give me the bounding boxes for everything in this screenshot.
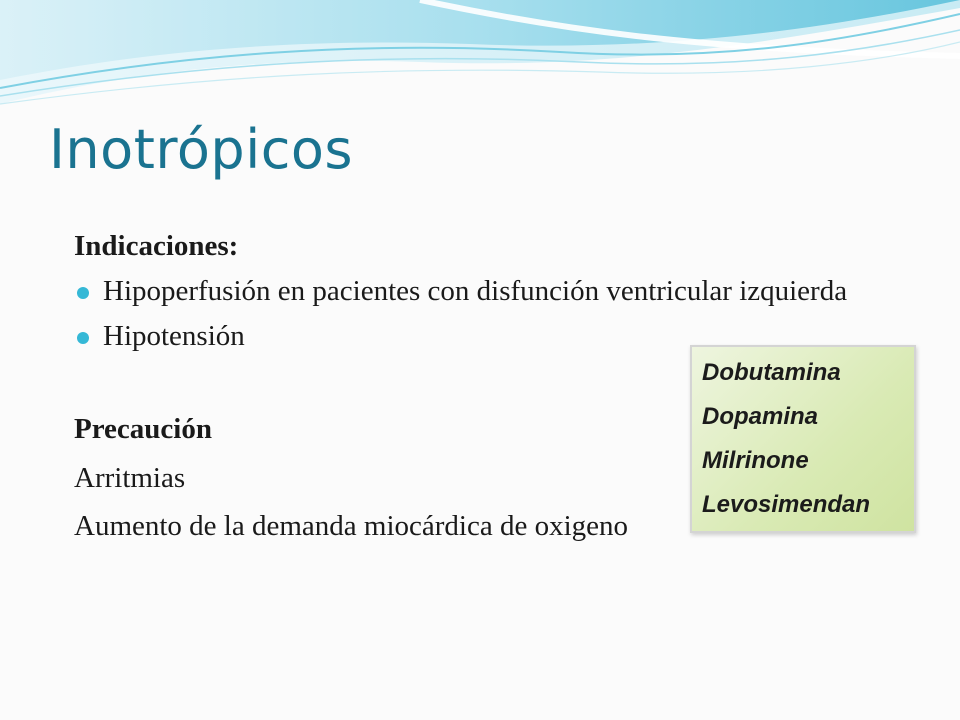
bullet-icon bbox=[77, 332, 89, 344]
drug-item: Levosimendan bbox=[702, 491, 871, 518]
drug-list bbox=[692, 347, 914, 527]
precaution-item: Arritmias bbox=[74, 462, 186, 494]
drug-item: Milrinone bbox=[702, 447, 809, 474]
bullet-text: Hipoperfusión en pacientes con disfunción ventricular izquierda bbox=[103, 275, 848, 307]
decorative-wave-header bbox=[0, 0, 960, 130]
indications-heading: Indicaciones: bbox=[74, 230, 239, 262]
drug-item: Dobutamina bbox=[702, 359, 841, 386]
bullet-icon bbox=[77, 287, 89, 299]
drug-item: Dopamina bbox=[702, 403, 819, 430]
precaution-heading: Precaución bbox=[74, 413, 212, 445]
inotrope-drug-box bbox=[690, 345, 916, 533]
list-item bbox=[74, 272, 944, 310]
bullet-text: Hipotensión bbox=[103, 320, 245, 352]
indications-list bbox=[74, 272, 944, 355]
precaution-item: Aumento de la demanda miocárdica de oxigeno bbox=[74, 510, 629, 542]
slide-title: Inotrópicos bbox=[49, 118, 354, 181]
